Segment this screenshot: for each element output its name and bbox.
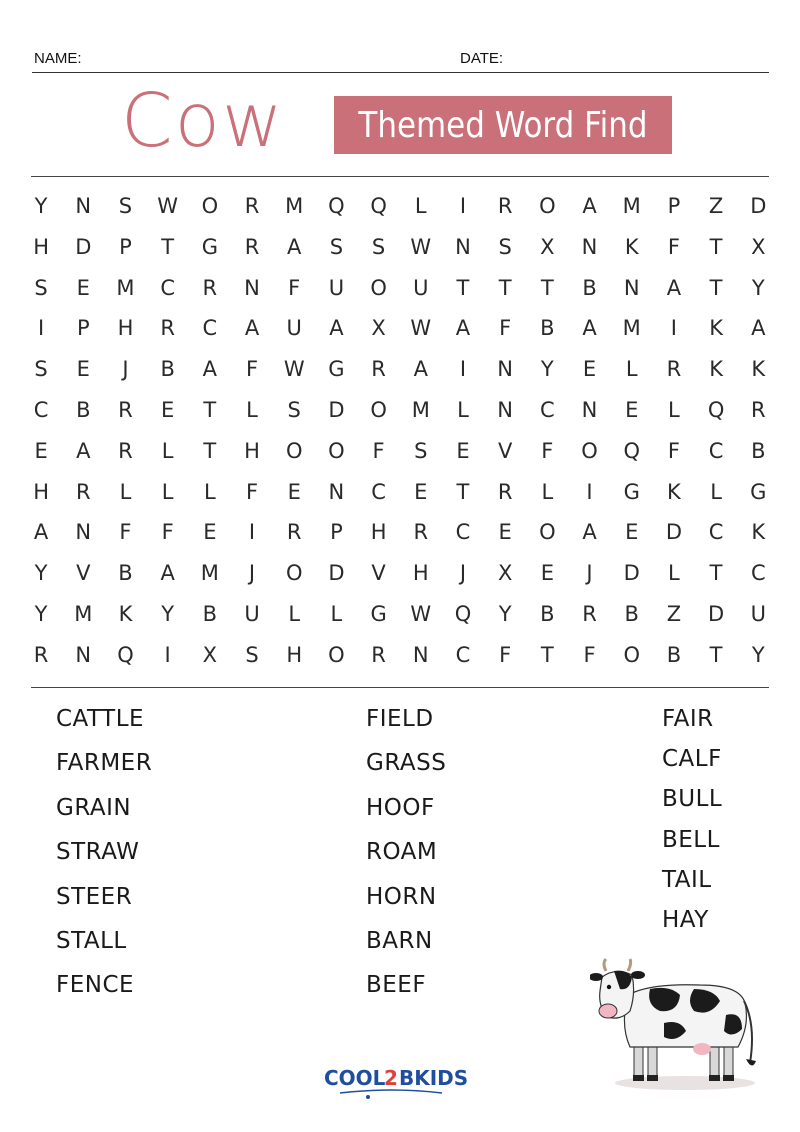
grid-letter: Y — [751, 275, 765, 300]
grid-letter: E — [203, 520, 217, 545]
grid-letter: G — [201, 234, 218, 259]
grid-letter: C — [708, 438, 724, 463]
grid-letter: A — [202, 357, 218, 382]
grid-letter: H — [370, 520, 387, 545]
grid-letter: L — [668, 561, 680, 586]
grid-letter: S — [287, 397, 301, 422]
grid-letter: W — [410, 316, 432, 341]
grid-letter: L — [668, 397, 680, 422]
grid-letter: T — [709, 642, 723, 667]
grid-letter: O — [539, 194, 556, 218]
grid-letter: E — [540, 561, 554, 586]
word-list-item: HOOF — [366, 794, 435, 821]
bottom-divider — [31, 687, 769, 688]
grid-letter: Y — [34, 561, 48, 586]
grid-letter: H — [33, 479, 49, 504]
grid-letter: F — [161, 520, 174, 545]
grid-letter: D — [328, 561, 345, 586]
grid-letter: I — [459, 194, 467, 218]
grid-letter: N — [412, 642, 429, 667]
grid-letter: B — [202, 601, 218, 626]
grid-letter: C — [750, 561, 766, 586]
grid-letter: T — [498, 275, 512, 300]
grid-letter: W — [283, 357, 305, 382]
grid-letter: T — [203, 438, 217, 463]
word-list-item: HORN — [366, 883, 437, 910]
word-list-item: CALF — [662, 746, 722, 773]
grid-letter: U — [286, 316, 302, 341]
grid-letter: A — [666, 275, 682, 300]
grid-letter: F — [245, 479, 259, 504]
grid-letter: R — [33, 642, 49, 667]
grid-letter: F — [667, 438, 680, 463]
grid-letter: F — [119, 520, 132, 545]
grid-letter: Z — [666, 601, 682, 626]
grid-letter: E — [582, 357, 597, 382]
grid-letter: F — [541, 438, 554, 463]
grid-letter: A — [413, 357, 428, 382]
grid-letter: B — [751, 438, 766, 463]
grid-letter: T — [709, 234, 723, 259]
grid-letter: C — [455, 642, 471, 667]
grid-letter: H — [244, 438, 260, 463]
grid-letter: K — [624, 234, 639, 259]
grid-letter: R — [371, 357, 386, 382]
grid-letter: P — [76, 316, 90, 341]
grid-letter: F — [288, 275, 301, 300]
word-list-item: GRASS — [366, 750, 447, 777]
grid-letter: R — [666, 357, 682, 382]
grid-row — [20, 390, 780, 431]
grid-letter: R — [413, 520, 429, 545]
grid-letter: C — [540, 397, 555, 422]
grid-letter: T — [161, 234, 175, 259]
grid-letter: H — [117, 316, 134, 341]
word-list-item: GRAIN — [56, 794, 132, 821]
grid-letter: W — [410, 601, 432, 626]
cow-illustration — [590, 955, 760, 1095]
grid-letter: S — [118, 194, 133, 218]
grid-letter: W — [157, 194, 179, 218]
grid-letter: O — [201, 194, 219, 218]
word-list-item: CATTLE — [56, 706, 145, 732]
grid-row — [20, 553, 780, 594]
grid-letter: V — [76, 561, 91, 586]
grid-letter: I — [248, 520, 256, 545]
grid-row — [20, 186, 780, 227]
grid-letter: U — [413, 275, 429, 300]
grid-letter: Y — [161, 601, 175, 626]
grid-letter: B — [160, 357, 175, 382]
grid-letter: A — [582, 316, 597, 341]
grid-letter: H — [286, 642, 303, 667]
grid-letter: N — [581, 397, 598, 422]
grid-letter: F — [372, 438, 385, 463]
grid-letter: M — [411, 397, 430, 422]
grid-letter: R — [582, 601, 597, 626]
grid-row — [20, 594, 780, 635]
grid-letter: O — [539, 520, 556, 545]
grid-letter: C — [202, 316, 218, 341]
grid-letter: Q — [707, 397, 725, 422]
grid-letter: X — [202, 642, 218, 667]
word-list-item: FENCE — [56, 972, 135, 999]
grid-letter: D — [750, 194, 767, 218]
grid-letter: R — [160, 316, 175, 341]
grid-letter: L — [246, 397, 258, 422]
grid-letter: C — [33, 397, 49, 422]
grid-letter: K — [751, 357, 766, 382]
grid-row — [20, 268, 780, 309]
svg-text:BKIDS: BKIDS — [399, 1066, 469, 1090]
grid-letter: E — [456, 438, 470, 463]
grid-letter: L — [119, 479, 132, 504]
cool2bkids-logo — [322, 1063, 482, 1103]
grid-letter: L — [625, 357, 638, 382]
grid-letter: M — [622, 194, 641, 218]
grid-letter: I — [37, 316, 45, 341]
grid-letter: Y — [751, 642, 765, 667]
grid-letter: R — [202, 275, 218, 300]
grid-letter: F — [499, 316, 512, 341]
grid-row — [20, 349, 780, 390]
grid-letter: Y — [34, 601, 48, 626]
grid-letter: H — [412, 561, 429, 586]
grid-letter: J — [248, 561, 256, 586]
grid-letter: T — [540, 275, 554, 300]
grid-letter: T — [456, 275, 470, 300]
grid-letter: F — [499, 642, 512, 667]
grid-letter: Y — [498, 601, 512, 626]
grid-letter: E — [34, 438, 48, 463]
grid-letter: Q — [623, 438, 640, 463]
grid-letter: A — [751, 316, 766, 341]
grid-letter: R — [371, 642, 386, 667]
grid-letter: G — [328, 357, 345, 382]
grid-letter: A — [244, 316, 260, 341]
grid-letter: E — [76, 357, 90, 382]
grid-letter: A — [160, 561, 175, 586]
grid-letter: R — [750, 397, 766, 422]
grid-letter: S — [498, 234, 512, 259]
grid-letter: G — [370, 601, 387, 626]
grid-letter: D — [75, 234, 92, 259]
grid-letter: I — [164, 642, 171, 667]
grid-letter: S — [371, 234, 386, 259]
grid-letter: Q — [117, 642, 134, 667]
word-list-item: BARN — [366, 928, 433, 954]
grid-letter: R — [118, 438, 133, 463]
word-list-item: STALL — [56, 928, 127, 954]
grid-letter: M — [74, 601, 93, 626]
grid-letter: C — [708, 520, 724, 545]
grid-letter: U — [750, 601, 766, 626]
grid-letter: T — [709, 561, 723, 586]
grid-letter: C — [160, 275, 175, 300]
grid-row — [20, 472, 780, 513]
grid-letter: P — [119, 234, 132, 259]
grid-letter: N — [455, 234, 471, 259]
top-divider — [31, 176, 769, 177]
grid-letter: T — [203, 397, 217, 422]
grid-letter: N — [497, 357, 514, 382]
grid-letter: A — [329, 316, 344, 341]
grid-letter: A — [76, 438, 91, 463]
grid-letter: P — [667, 194, 681, 218]
grid-letter: P — [330, 520, 343, 545]
grid-letter: A — [33, 520, 49, 545]
grid-letter: T — [709, 275, 723, 300]
grid-letter: K — [709, 316, 723, 341]
grid-letter: K — [709, 357, 723, 382]
grid-letter: F — [583, 642, 596, 667]
grid-letter: O — [285, 561, 303, 586]
grid-letter: R — [244, 194, 260, 218]
word-list-item: FARMER — [56, 750, 153, 777]
grid-letter: D — [708, 601, 725, 626]
grid-letter: Y — [540, 357, 554, 382]
grid-letter: O — [370, 397, 387, 422]
grid-letter: M — [116, 275, 135, 300]
word-list-item: STRAW — [56, 839, 140, 866]
grid-letter: L — [288, 601, 301, 626]
grid-letter: F — [667, 234, 680, 259]
grid-letter: W — [410, 234, 432, 259]
grid-letter: A — [582, 194, 597, 218]
grid-row — [20, 227, 780, 268]
grid-letter: N — [75, 642, 92, 667]
grid-letter: G — [623, 479, 640, 504]
word-list-item: FAIR — [662, 706, 714, 732]
word-list-item: ROAM — [366, 839, 438, 866]
grid-letter: R — [497, 479, 513, 504]
grid-letter: B — [118, 561, 133, 586]
word-list-item: BELL — [662, 826, 720, 853]
grid-letter: R — [75, 479, 91, 504]
grid-letter: L — [203, 479, 216, 504]
word-list-item: STEER — [56, 883, 133, 910]
grid-letter: O — [328, 438, 345, 463]
grid-letter: L — [414, 194, 427, 218]
grid-letter: K — [751, 520, 766, 545]
grid-letter: J — [459, 561, 467, 586]
grid-letter: L — [541, 479, 554, 504]
grid-letter: R — [118, 397, 133, 422]
grid-letter: H — [33, 234, 49, 259]
grid-letter: T — [540, 642, 554, 667]
grid-letter: E — [414, 479, 428, 504]
grid-letter: X — [540, 234, 555, 259]
date-label: DATE: — [460, 50, 504, 67]
subtitle-banner: Themed Word Find — [334, 96, 672, 154]
grid-letter: S — [329, 234, 344, 259]
grid-letter: Q — [328, 194, 345, 218]
grid-row — [20, 431, 780, 472]
grid-letter: V — [371, 561, 386, 586]
grid-letter: B — [540, 316, 555, 341]
grid-letter: O — [328, 642, 345, 667]
word-list-item: BULL — [662, 786, 723, 813]
grid-letter: S — [34, 357, 48, 382]
grid-letter: D — [328, 397, 345, 422]
grid-letter: N — [581, 234, 598, 259]
grid-letter: N — [328, 479, 345, 504]
page-title: Cow — [121, 78, 285, 164]
title-row — [0, 78, 800, 166]
grid-letter: B — [540, 601, 555, 626]
grid-letter: A — [287, 234, 302, 259]
grid-letter: Z — [708, 194, 724, 218]
grid-letter: N — [623, 275, 640, 300]
grid-letter: Q — [454, 601, 472, 626]
grid-letter: N — [75, 520, 92, 545]
grid-letter: O — [581, 438, 598, 463]
grid-letter: I — [459, 357, 467, 382]
grid-letter: L — [161, 438, 174, 463]
grid-letter: E — [287, 479, 301, 504]
grid-letter: B — [582, 275, 597, 300]
grid-letter: R — [286, 520, 302, 545]
grid-letter: L — [330, 601, 343, 626]
grid-letter: R — [497, 194, 513, 218]
grid-row — [20, 512, 780, 553]
grid-letter: M — [200, 561, 219, 586]
grid-letter: E — [76, 275, 90, 300]
grid-letter: M — [285, 194, 304, 218]
grid-letter: X — [751, 234, 766, 259]
header-bar — [32, 46, 769, 73]
grid-letter: Q — [370, 194, 387, 218]
grid-letter: A — [455, 316, 471, 341]
word-list-item: TAIL — [662, 866, 712, 893]
grid-letter: K — [667, 479, 681, 504]
grid-letter: X — [371, 316, 386, 341]
grid-letter: D — [665, 520, 682, 545]
grid-letter: A — [582, 520, 597, 545]
word-list-item: HAY — [662, 907, 709, 933]
grid-row — [20, 308, 780, 349]
word-list-item: BEEF — [366, 972, 427, 999]
grid-letter: B — [624, 601, 639, 626]
grid-letter: F — [245, 357, 259, 382]
grid-letter: O — [370, 275, 387, 300]
grid-letter: E — [498, 520, 512, 545]
word-list-item: FIELD — [366, 706, 434, 732]
logo-graphic — [322, 1063, 482, 1103]
grid-letter: L — [457, 397, 469, 422]
grid-letter: C — [455, 520, 471, 545]
grid-letter: R — [244, 234, 260, 259]
letter-grid — [20, 186, 780, 676]
grid-letter: T — [456, 479, 470, 504]
grid-letter: K — [118, 601, 133, 626]
grid-letter: L — [161, 479, 174, 504]
grid-letter: I — [670, 316, 677, 341]
svg-text:COOL: COOL — [324, 1066, 386, 1090]
grid-letter: B — [666, 642, 682, 667]
grid-letter: O — [623, 642, 640, 667]
grid-letter: X — [497, 561, 513, 586]
grid-letter: N — [497, 397, 514, 422]
svg-text:2: 2 — [384, 1066, 398, 1090]
grid-letter: M — [622, 316, 641, 341]
grid-letter: S — [245, 642, 259, 667]
grid-letter: L — [710, 479, 722, 504]
grid-letter: V — [497, 438, 513, 463]
grid-letter: O — [285, 438, 303, 463]
grid-letter: E — [625, 397, 639, 422]
grid-letter: E — [625, 520, 639, 545]
grid-letter: N — [75, 194, 92, 218]
name-label: NAME: — [34, 50, 82, 67]
grid-letter: S — [34, 275, 48, 300]
grid-letter: U — [244, 601, 260, 626]
grid-letter: Y — [34, 194, 48, 218]
grid-letter: U — [328, 275, 345, 300]
grid-letter: J — [586, 561, 593, 586]
grid-row — [20, 635, 780, 676]
grid-letter: I — [586, 479, 593, 504]
grid-letter: N — [244, 275, 260, 300]
grid-letter: J — [122, 357, 129, 382]
grid-letter: G — [750, 479, 767, 504]
grid-letter: C — [371, 479, 386, 504]
grid-letter: D — [623, 561, 640, 586]
grid-letter: S — [414, 438, 428, 463]
grid-letter: E — [161, 397, 175, 422]
grid-letter: B — [76, 397, 91, 422]
